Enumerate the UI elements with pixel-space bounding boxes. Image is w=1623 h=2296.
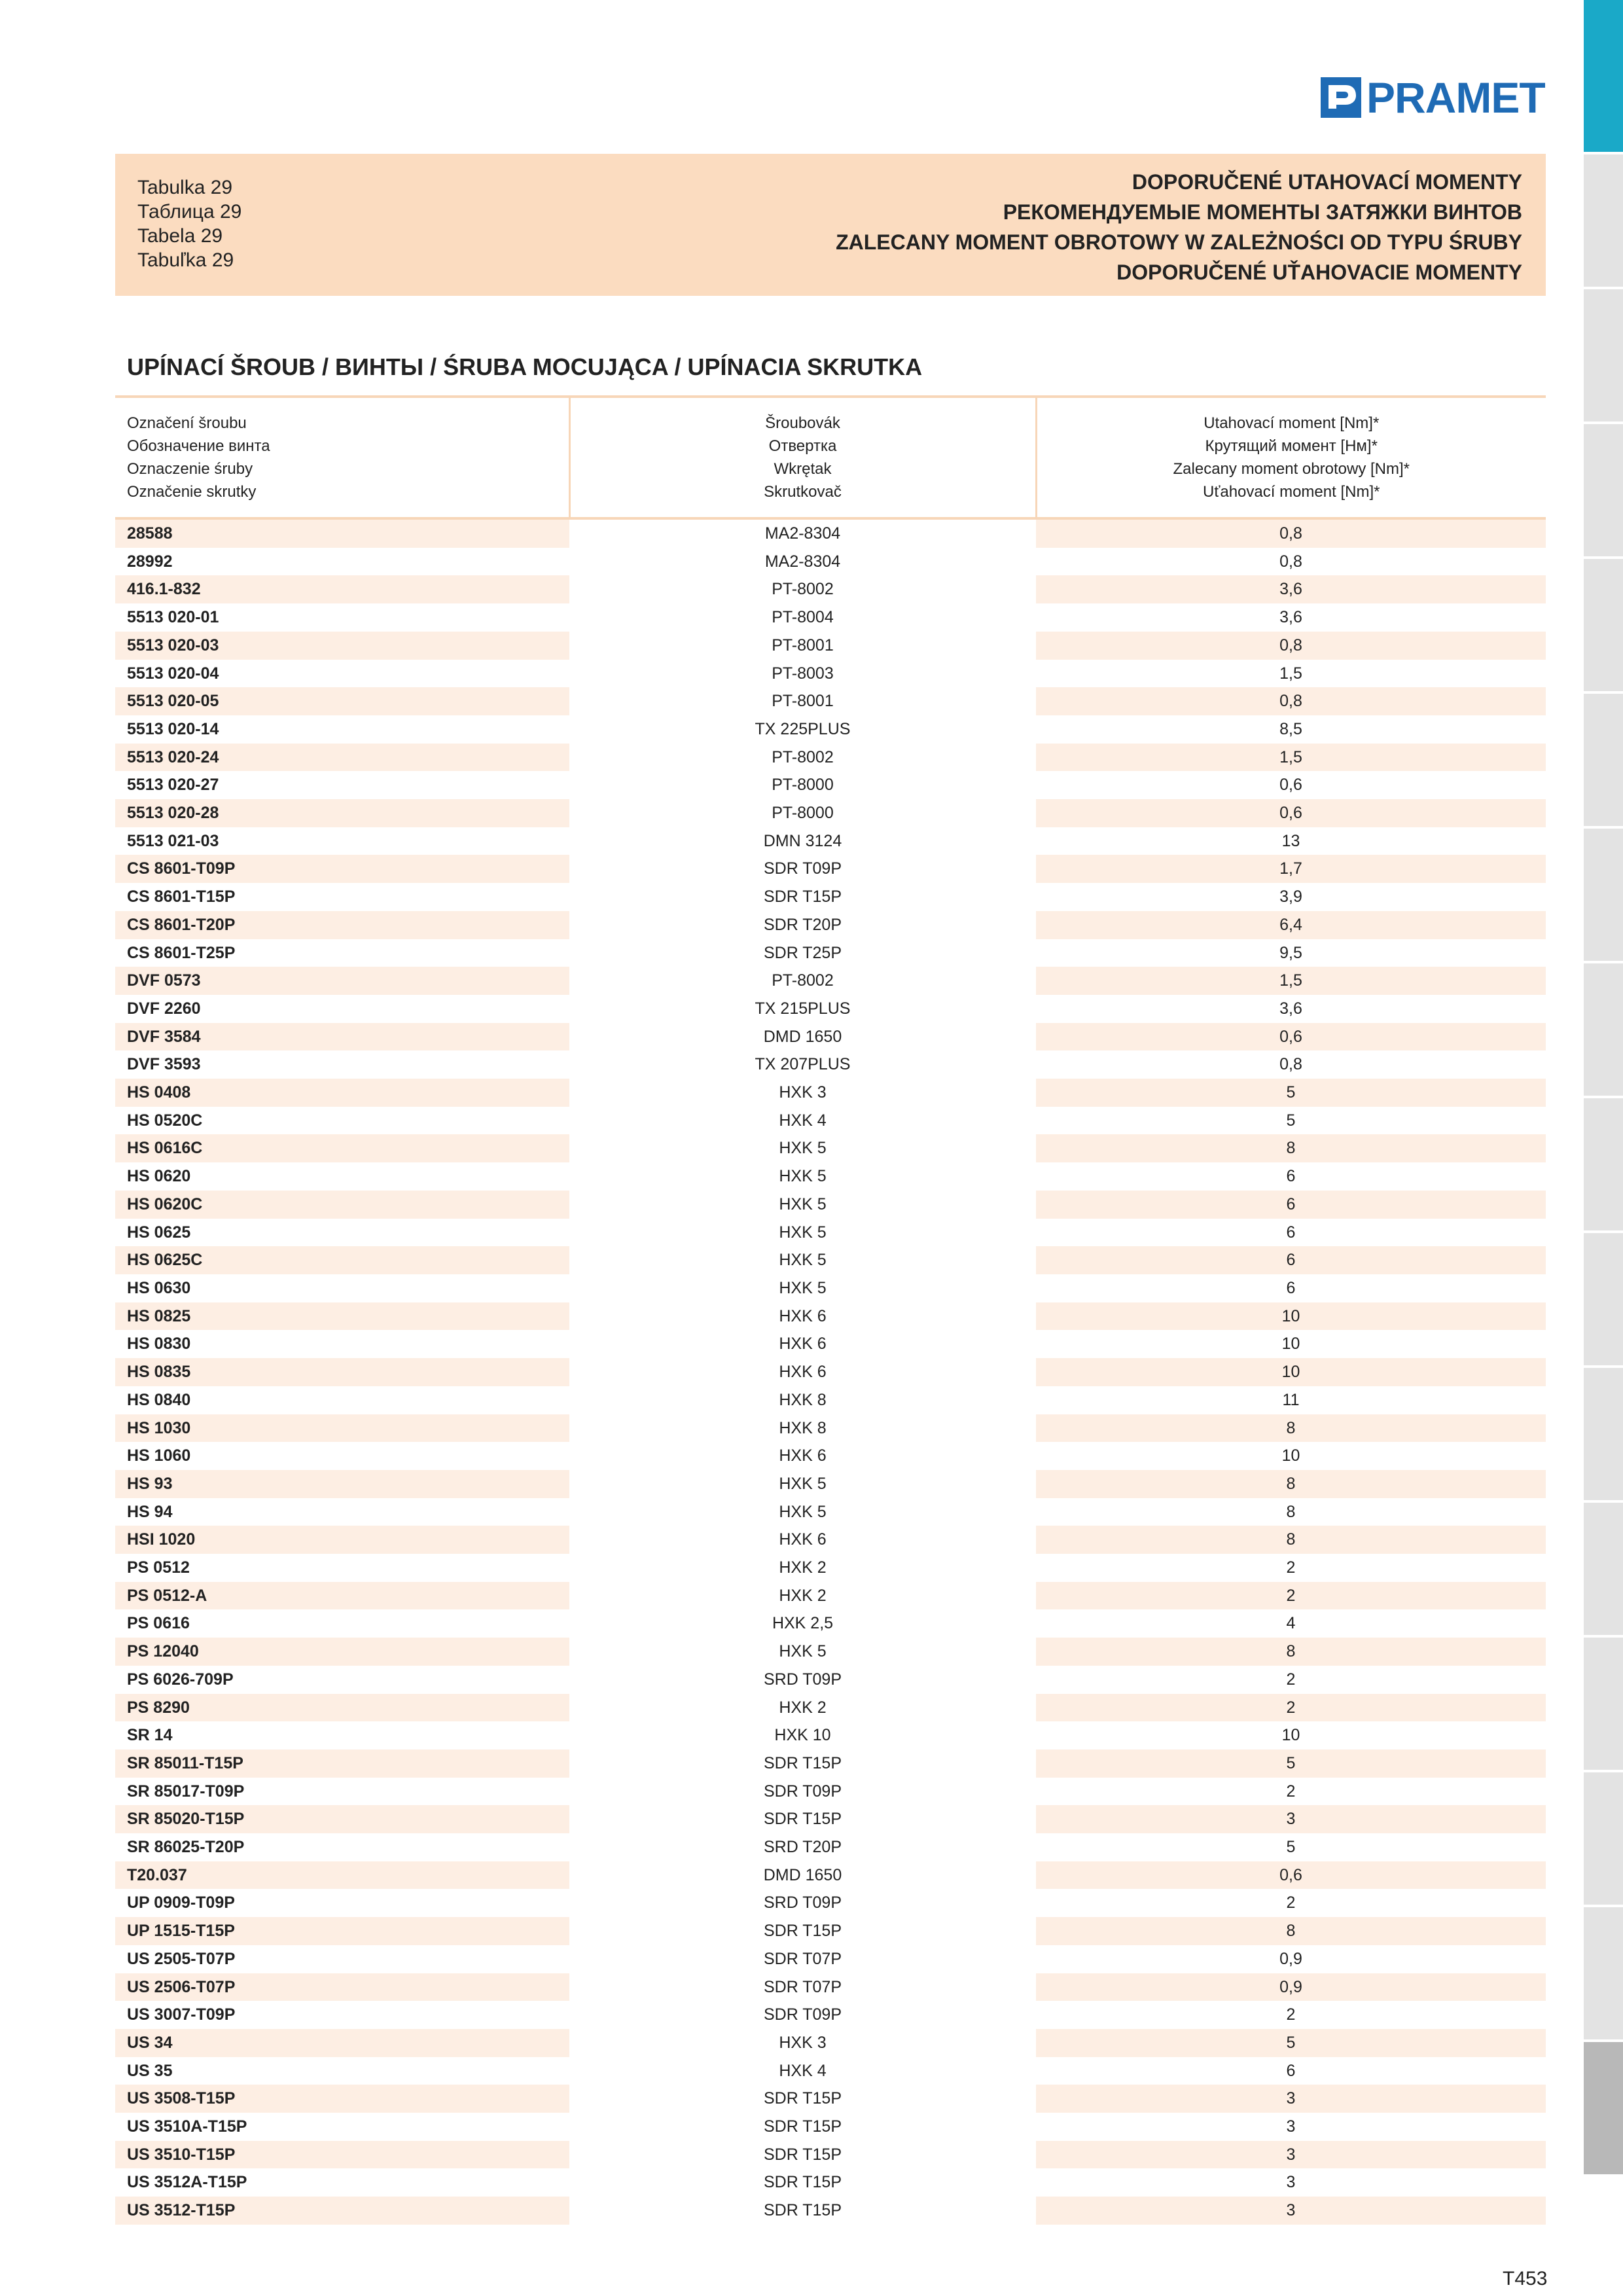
screw-designation-cell: 5513 020-01 <box>127 608 219 627</box>
screwdriver-cell: SDR T15P <box>763 2201 842 2220</box>
side-tab-active <box>1584 0 1623 152</box>
screw-designation-cell: UP 1515-T15P <box>115 1917 569 1945</box>
screw-designation-cell: DVF 3593 <box>127 1055 201 1074</box>
torque-cell: 5 <box>1286 1838 1296 1857</box>
screwdriver-cell: HXK 8 <box>779 1418 827 1437</box>
screwdriver-cell: HXK 6 <box>779 1306 827 1325</box>
torque-cell: 1,5 <box>1279 664 1302 683</box>
screwdriver-cell: PT-8002 <box>772 971 834 990</box>
screw-designation-cell: HS 1030 <box>115 1414 569 1443</box>
screw-designation-cell: 5513 020-14 <box>127 719 219 738</box>
column-header-line: Označenie skrutky <box>127 483 257 501</box>
table-row <box>115 1582 1546 1610</box>
table-row <box>115 1498 1546 1526</box>
table-row <box>115 1162 1546 1191</box>
table-row <box>115 687 1546 715</box>
table-row <box>115 2141 1546 2169</box>
screwdriver-cell: SDR T15P <box>763 2173 842 2192</box>
screw-designation-cell: UP 0909-T09P <box>127 1893 235 1912</box>
table-row <box>115 1973 1546 2001</box>
screwdriver-cell: SDR T20P <box>763 915 842 934</box>
column-header-line: Oznaczenie śruby <box>127 460 253 478</box>
screw-designation-cell: HS 0625C <box>115 1246 569 1274</box>
screw-designation-cell: HS 0616C <box>115 1134 569 1162</box>
table-row <box>115 2113 1546 2141</box>
torque-cell: 6 <box>1286 1167 1296 1186</box>
table-row <box>115 660 1546 688</box>
torque-cell: 13 <box>1281 831 1300 850</box>
side-tab <box>1584 289 1623 422</box>
screw-designation-cell: 5513 020-27 <box>127 776 219 795</box>
side-tab <box>1584 1233 1623 1365</box>
screwdriver-cell: TX 215PLUS <box>755 999 851 1018</box>
table-row <box>115 911 1546 939</box>
table-label-ru: Таблица 29 <box>137 201 242 223</box>
screwdriver-cell: SDR T15P <box>763 2117 842 2136</box>
table-row <box>115 1749 1546 1778</box>
torque-cell: 8 <box>1036 1470 1546 1498</box>
torque-cell: 0,9 <box>1036 1973 1546 2001</box>
torque-cell: 5 <box>1036 1079 1546 1107</box>
torque-cell: 10 <box>1281 1726 1300 1745</box>
screwdriver-cell: HXK 2,5 <box>772 1614 834 1633</box>
torque-cell: 4 <box>1286 1614 1296 1633</box>
screw-designation-cell: CS 8601-T15P <box>127 888 236 906</box>
screw-designation-cell: HS 0620 <box>127 1167 191 1186</box>
screw-designation-cell: HS 0620C <box>115 1191 569 1219</box>
table-row <box>115 1833 1546 1861</box>
screwdriver-cell: SDR T09P <box>763 1782 842 1801</box>
side-tab <box>1584 1503 1623 1635</box>
torque-cell: 0,6 <box>1036 1023 1546 1051</box>
column-header-screwdriver <box>569 397 1036 518</box>
table-row <box>115 1414 1546 1443</box>
torque-cell: 8 <box>1036 1414 1546 1443</box>
table-title-ru: РЕКОМЕНДУЕМЫЕ МОМЕНТЫ ЗАТЯЖКИ ВИНТОВ <box>1003 200 1522 224</box>
screw-designation-cell: US 2506-T07P <box>115 1973 569 2001</box>
torque-cell: 3 <box>1286 2117 1296 2136</box>
side-tab <box>1584 1638 1623 1770</box>
screwdriver-cell: MA2-8304 <box>764 552 841 571</box>
table-label-sk: Tabuľka 29 <box>137 249 234 271</box>
screwdriver-cell: SRD T09P <box>763 1893 842 1912</box>
table-title-cs: DOPORUČENÉ UTAHOVACÍ MOMENTY <box>1132 170 1522 194</box>
screwdriver-cell: HXK 5 <box>779 1194 827 1213</box>
column-header-line: Отвертка <box>768 437 837 455</box>
screw-designation-cell: HS 0825 <box>115 1302 569 1331</box>
table-row <box>115 799 1546 827</box>
screw-designation-cell: 416.1-832 <box>115 575 569 603</box>
torque-cell: 8 <box>1036 1134 1546 1162</box>
screw-designation-cell: SR 85011-T15P <box>115 1749 569 1778</box>
table-body <box>115 518 1546 2225</box>
table-row <box>115 1330 1546 1358</box>
screw-designation-cell: DVF 0573 <box>115 967 569 995</box>
table-row <box>115 548 1546 576</box>
column-header-line: Обозначение винта <box>127 437 270 455</box>
side-tab <box>1584 1907 1623 2039</box>
screwdriver-cell: HXK 2 <box>779 1586 827 1605</box>
screw-designation-cell: DVF 2260 <box>127 999 201 1018</box>
side-tab <box>1584 1368 1623 1500</box>
torque-cell: 2 <box>1286 1782 1296 1801</box>
screw-designation-cell: HS 93 <box>115 1470 569 1498</box>
side-tab-strip <box>1584 0 1623 2296</box>
column-header-line: Zalecany moment obrotowy [Nm]* <box>1173 460 1410 478</box>
screw-designation-cell: US 3510A-T15P <box>127 2117 247 2136</box>
torque-cell: 6 <box>1286 1223 1296 1242</box>
torque-cell: 10 <box>1281 1446 1300 1465</box>
screw-designation-cell: HS 0625 <box>127 1223 191 1242</box>
table-row <box>115 1107 1546 1135</box>
screwdriver-cell: HXK 5 <box>779 1502 827 1521</box>
screw-designation-cell: CS 8601-T20P <box>115 911 569 939</box>
torque-cell: 3,6 <box>1036 575 1546 603</box>
screwdriver-cell: SDR T09P <box>763 2005 842 2024</box>
screwdriver-cell: SDR T15P <box>763 2089 842 2108</box>
torque-cell: 0,6 <box>1036 1861 1546 1890</box>
screwdriver-cell: HXK 5 <box>779 1167 827 1186</box>
screwdriver-cell: SDR T25P <box>763 943 842 962</box>
screwdriver-cell: HXK 2 <box>779 1558 827 1577</box>
torque-cell: 3 <box>1036 2141 1546 2169</box>
screwdriver-cell: PT-8000 <box>772 804 834 823</box>
table-header-row <box>115 397 1546 518</box>
torque-cell: 0,8 <box>1036 632 1546 660</box>
screwdriver-cell: SDR T07P <box>763 1977 842 1996</box>
table-row <box>115 827 1546 855</box>
screw-designation-cell: SR 85017-T09P <box>127 1782 245 1801</box>
screw-designation-cell: SR 14 <box>127 1726 173 1745</box>
screw-designation-cell: 5513 020-03 <box>115 632 569 660</box>
column-header-line: Uťahovací moment [Nm]* <box>1203 483 1380 501</box>
table-row <box>115 1666 1546 1694</box>
torque-cell: 2 <box>1286 1558 1296 1577</box>
table-row <box>115 1050 1546 1079</box>
torque-cell: 2 <box>1286 1670 1296 1689</box>
screw-torque-table <box>115 395 1546 2225</box>
torque-cell: 8,5 <box>1279 719 1302 738</box>
torque-cell: 2 <box>1036 1694 1546 1722</box>
torque-cell: 5 <box>1036 2029 1546 2057</box>
screw-designation-cell: PS 12040 <box>115 1638 569 1666</box>
torque-cell: 3 <box>1036 1805 1546 1833</box>
screw-designation-cell: US 3512A-T15P <box>127 2173 247 2192</box>
screw-designation-cell: HS 0830 <box>127 1335 191 1354</box>
side-tab <box>1584 2042 1623 2174</box>
screwdriver-cell: SDR T15P <box>763 888 842 906</box>
torque-cell: 8 <box>1286 1502 1296 1521</box>
screwdriver-cell: PT-8003 <box>772 664 834 683</box>
screwdriver-cell: SRD T09P <box>763 1670 842 1689</box>
column-header-line: Šroubovák <box>765 414 840 432</box>
table-row <box>115 2168 1546 2197</box>
screw-designation-cell: 28588 <box>115 518 569 548</box>
torque-cell: 9,5 <box>1279 943 1302 962</box>
table-row <box>115 1246 1546 1274</box>
torque-cell: 0,6 <box>1036 799 1546 827</box>
screwdriver-cell: HXK 6 <box>779 1446 827 1465</box>
column-header-line: Skrutkovač <box>764 483 842 501</box>
screwdriver-cell: SDR T15P <box>763 1753 842 1772</box>
table-row <box>115 1609 1546 1638</box>
screwdriver-cell: MA2-8304 <box>764 524 841 543</box>
screwdriver-cell: SDR T09P <box>763 859 842 878</box>
table-row <box>115 1302 1546 1331</box>
screwdriver-cell: HXK 5 <box>779 1223 827 1242</box>
screwdriver-cell: HXK 5 <box>779 1139 827 1158</box>
table-row <box>115 1079 1546 1107</box>
table-row <box>115 603 1546 632</box>
column-header-torque <box>1036 397 1546 518</box>
side-tab <box>1584 829 1623 961</box>
torque-cell: 6,4 <box>1036 911 1546 939</box>
torque-cell: 1,7 <box>1036 855 1546 883</box>
screw-designation-cell: HS 0630 <box>127 1278 191 1297</box>
table-row <box>115 1219 1546 1247</box>
table-row <box>115 995 1546 1023</box>
torque-cell: 0,8 <box>1036 687 1546 715</box>
table-row <box>115 2001 1546 2029</box>
screwdriver-cell: SDR T07P <box>763 1949 842 1968</box>
table-row <box>115 1386 1546 1414</box>
screwdriver-cell: HXK 5 <box>779 1251 827 1270</box>
table-row <box>115 1917 1546 1945</box>
torque-cell: 6 <box>1286 1278 1296 1297</box>
column-header-line: Označení šroubu <box>127 414 247 432</box>
screw-designation-cell: PS 0616 <box>127 1614 190 1633</box>
torque-cell: 8 <box>1036 1526 1546 1554</box>
screw-designation-cell: SR 85020-T15P <box>115 1805 569 1833</box>
screwdriver-cell: HXK 4 <box>779 2061 827 2080</box>
screwdriver-cell: DMN 3124 <box>763 831 842 850</box>
screwdriver-cell: HXK 5 <box>779 1642 827 1661</box>
table-row <box>115 1638 1546 1666</box>
table-row <box>115 2085 1546 2113</box>
torque-cell: 11 <box>1282 1390 1300 1409</box>
table-row <box>115 518 1546 548</box>
torque-cell: 10 <box>1036 1358 1546 1386</box>
table-row <box>115 939 1546 967</box>
side-tab <box>1584 424 1623 556</box>
table-row <box>115 2197 1546 2225</box>
table-row <box>115 632 1546 660</box>
table-row <box>115 2057 1546 2085</box>
table-row <box>115 1945 1546 1973</box>
torque-cell: 2 <box>1286 2005 1296 2024</box>
table-row <box>115 883 1546 911</box>
torque-cell: 3 <box>1036 2085 1546 2113</box>
screwdriver-cell: HXK 8 <box>779 1390 827 1409</box>
table-row <box>115 1274 1546 1302</box>
table-row <box>115 967 1546 995</box>
screw-designation-cell: US 3007-T09P <box>127 2005 236 2024</box>
screwdriver-cell: PT-8004 <box>772 608 834 627</box>
torque-cell: 0,9 <box>1279 1949 1302 1968</box>
screwdriver-cell: TX 207PLUS <box>755 1055 851 1074</box>
screw-designation-cell: 5513 020-24 <box>115 744 569 772</box>
pramet-logo-icon <box>1319 76 1363 119</box>
table-row <box>115 1694 1546 1722</box>
table-row <box>115 1442 1546 1470</box>
table-title-pl: ZALECANY MOMENT OBROTOWY W ZALEŻNOŚCI OD TYPU ŚRUBY <box>836 230 1522 254</box>
table-row <box>115 1554 1546 1582</box>
screw-designation-cell: PS 8290 <box>115 1694 569 1722</box>
screwdriver-cell: SRD T20P <box>763 1838 842 1857</box>
table-row <box>115 1470 1546 1498</box>
column-header-line: Utahovací moment [Nm]* <box>1204 414 1380 432</box>
page-number: T453 <box>1503 2268 1548 2289</box>
torque-cell: 8 <box>1036 1917 1546 1945</box>
screwdriver-cell: SDR T15P <box>763 1922 842 1941</box>
torque-cell: 0,8 <box>1279 552 1302 571</box>
table-row <box>115 1778 1546 1806</box>
screw-designation-cell: US 35 <box>127 2061 173 2080</box>
torque-cell: 2 <box>1286 1893 1296 1912</box>
column-header-screw <box>115 397 569 518</box>
screwdriver-cell: HXK 5 <box>779 1278 827 1297</box>
column-header-line: Крутящий момент [Нм]* <box>1205 437 1378 455</box>
screwdriver-cell: PT-8001 <box>772 692 834 711</box>
table-row <box>115 2029 1546 2057</box>
table-row <box>115 1191 1546 1219</box>
screw-designation-cell: HS 0520C <box>127 1111 203 1130</box>
screwdriver-cell: DMD 1650 <box>763 1865 842 1884</box>
table-row <box>115 1134 1546 1162</box>
screw-designation-cell: HS 0408 <box>115 1079 569 1107</box>
side-tab <box>1584 1098 1623 1230</box>
table-row <box>115 1526 1546 1554</box>
table-row <box>115 855 1546 883</box>
screwdriver-cell: HXK 10 <box>774 1726 831 1745</box>
torque-cell: 5 <box>1036 1749 1546 1778</box>
screw-designation-cell: CS 8601-T25P <box>127 943 236 962</box>
screw-designation-cell: PS 6026-709P <box>127 1670 234 1689</box>
screw-designation-cell: 5513 020-04 <box>127 664 219 683</box>
torque-cell: 6 <box>1036 1246 1546 1274</box>
torque-cell: 0,8 <box>1036 518 1546 548</box>
screwdriver-cell: HXK 6 <box>779 1335 827 1354</box>
screwdriver-cell: DMD 1650 <box>763 1027 842 1046</box>
side-tab <box>1584 559 1623 691</box>
column-header-line: Wkrętak <box>774 460 832 478</box>
side-tab <box>1584 1772 1623 1905</box>
torque-cell: 5 <box>1286 1111 1296 1130</box>
screw-designation-cell: US 34 <box>115 2029 569 2057</box>
torque-cell: 1,5 <box>1036 744 1546 772</box>
screw-designation-cell: HSI 1020 <box>115 1526 569 1554</box>
screw-designation-cell: 5513 020-28 <box>115 799 569 827</box>
side-tab <box>1584 154 1623 287</box>
side-tab <box>1584 694 1623 826</box>
screw-designation-cell: DVF 3584 <box>115 1023 569 1051</box>
screw-designation-cell: SR 86025-T20P <box>127 1838 245 1857</box>
screw-designation-cell: HS 1060 <box>127 1446 191 1465</box>
section-title: UPÍNACÍ ŠROUB / ВИНТЫ / ŚRUBA MOCUJĄCA / UPÍNACIA SKRUTKA <box>127 353 923 380</box>
torque-cell: 6 <box>1286 2061 1296 2080</box>
screwdriver-cell: PT-8002 <box>772 580 834 599</box>
side-tab <box>1584 963 1623 1096</box>
table-row <box>115 1721 1546 1749</box>
table-row <box>115 1358 1546 1386</box>
table-row <box>115 1023 1546 1051</box>
torque-cell: 3 <box>1036 2197 1546 2225</box>
table-titles <box>836 167 1522 287</box>
screw-designation-cell: 28992 <box>127 552 173 571</box>
screw-designation-cell: T20.037 <box>115 1861 569 1890</box>
screwdriver-cell: HXK 3 <box>779 2033 827 2052</box>
torque-cell: 3,6 <box>1279 608 1302 627</box>
screwdriver-cell: TX 225PLUS <box>755 719 851 738</box>
screw-designation-cell: HS 0840 <box>127 1390 191 1409</box>
table-label-cs: Tabulka 29 <box>137 177 233 198</box>
table-title-sk: DOPORUČENÉ UŤAHOVACIE MOMENTY <box>1116 260 1522 284</box>
torque-cell: 10 <box>1281 1335 1300 1354</box>
table-number-labels <box>137 175 241 272</box>
screw-designation-cell: US 3510-T15P <box>115 2141 569 2169</box>
table-row <box>115 1861 1546 1890</box>
table-header-band <box>115 154 1546 296</box>
torque-cell: 10 <box>1036 1302 1546 1331</box>
pramet-logo-text: PRAMET <box>1366 73 1545 122</box>
screwdriver-cell: HXK 2 <box>779 1698 827 1717</box>
screw-designation-cell: HS 94 <box>127 1502 173 1521</box>
screwdriver-cell: HXK 4 <box>779 1111 827 1130</box>
screwdriver-cell: HXK 3 <box>779 1083 827 1102</box>
screw-designation-cell: US 2505-T07P <box>127 1949 236 1968</box>
screw-designation-cell: CS 8601-T09P <box>115 855 569 883</box>
torque-cell: 6 <box>1036 1191 1546 1219</box>
screw-designation-cell: 5513 020-05 <box>115 687 569 715</box>
table-row <box>115 575 1546 603</box>
torque-cell: 3,9 <box>1279 888 1302 906</box>
table-row <box>115 744 1546 772</box>
screw-designation-cell: 5513 021-03 <box>127 831 219 850</box>
screwdriver-cell: HXK 6 <box>779 1363 827 1382</box>
table-row <box>115 1889 1546 1917</box>
torque-cell: 2 <box>1036 1582 1546 1610</box>
screwdriver-cell: HXK 5 <box>779 1474 827 1493</box>
screw-designation-cell: PS 0512 <box>127 1558 190 1577</box>
table-row <box>115 771 1546 799</box>
screwdriver-cell: PT-8002 <box>772 747 834 766</box>
torque-cell: 1,5 <box>1036 967 1546 995</box>
screwdriver-cell: SDR T15P <box>763 2145 842 2164</box>
table-row <box>115 1805 1546 1833</box>
screwdriver-cell: PT-8000 <box>772 776 834 795</box>
torque-cell: 0,8 <box>1279 1055 1302 1074</box>
screw-designation-cell: PS 0512-A <box>115 1582 569 1610</box>
torque-cell: 8 <box>1036 1638 1546 1666</box>
screw-designation-cell: US 3512-T15P <box>115 2197 569 2225</box>
screwdriver-cell: PT-8001 <box>772 636 834 655</box>
screw-designation-cell: HS 0835 <box>115 1358 569 1386</box>
table-label-pl: Tabela 29 <box>137 225 223 247</box>
table-row <box>115 715 1546 744</box>
screw-designation-cell: US 3508-T15P <box>115 2085 569 2113</box>
screwdriver-cell: HXK 6 <box>779 1530 827 1549</box>
screwdriver-cell: SDR T15P <box>763 1810 842 1829</box>
pramet-logo <box>1319 75 1548 120</box>
torque-cell: 3,6 <box>1279 999 1302 1018</box>
torque-cell: 3 <box>1286 2173 1296 2192</box>
torque-cell: 0,6 <box>1279 776 1302 795</box>
